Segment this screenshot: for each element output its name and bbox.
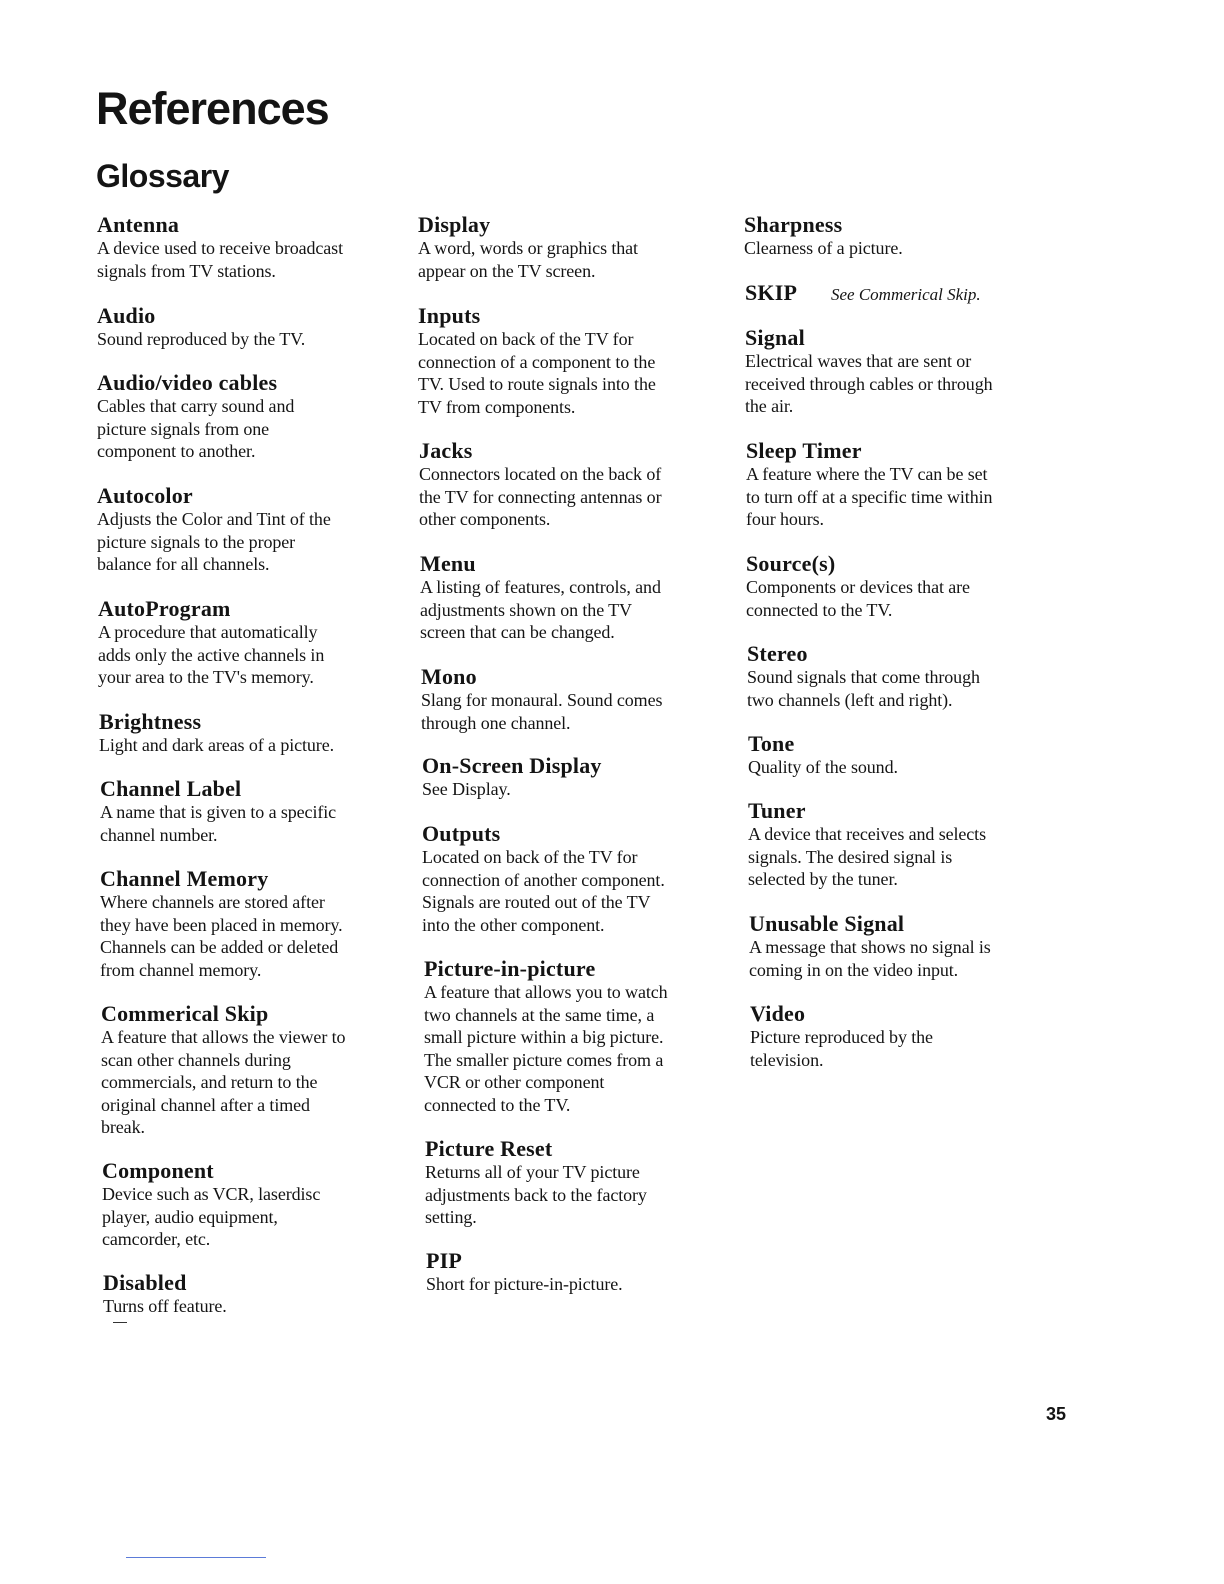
glossary-entry: [101, 1002, 411, 1139]
definition-line: channel number.: [100, 824, 218, 845]
glossary-entry: [424, 957, 734, 1116]
definition-line: balance for all channels.: [97, 554, 270, 574]
definition-line: into the other component.: [422, 914, 605, 935]
definition-line: to turn off at a specific time within: [746, 486, 993, 507]
definition-line: two channels (left and right).: [747, 689, 953, 710]
glossary-entry: [750, 1002, 1060, 1071]
glossary-entry: [100, 777, 410, 846]
glossary-term: AutoProgram: [98, 596, 231, 621]
definition-line: television.: [750, 1049, 824, 1070]
glossary-entry: [98, 597, 408, 689]
definition-line: A message that shows no signal is: [749, 937, 991, 957]
glossary-entry-cross-reference: [745, 281, 981, 305]
definition-line: break.: [101, 1117, 145, 1137]
glossary-entry: [97, 213, 407, 282]
definition-line: screen that can be changed.: [420, 622, 615, 642]
definition-line: Where channels are stored after: [100, 892, 325, 912]
glossary-entry: [422, 822, 732, 936]
definition-line: connected to the TV.: [424, 1094, 571, 1115]
glossary-term: Display: [418, 212, 491, 237]
glossary-entry: [749, 912, 1059, 981]
definition-line: signals. The desired signal is: [748, 846, 953, 867]
definition-line: Components or devices that are: [746, 577, 970, 597]
definition-line: four hours.: [746, 509, 824, 529]
definition-line: Located on back of the TV for: [422, 847, 638, 867]
glossary-entry: [746, 439, 1056, 531]
glossary-term: Channel Label: [100, 776, 242, 801]
definition-line: A feature that allows the viewer to: [101, 1027, 346, 1047]
glossary-term: Sleep Timer: [746, 438, 862, 463]
definition-line: A listing of features, controls, and: [420, 577, 661, 597]
glossary-entry: [748, 799, 1058, 891]
glossary-term: Channel Memory: [100, 866, 269, 891]
definition-line: Short for picture-in-picture.: [426, 1274, 623, 1294]
definition-line: camcorder, etc.: [102, 1229, 211, 1249]
glossary-term: Commerical Skip: [101, 1001, 269, 1026]
glossary-entry: [745, 326, 1055, 418]
definition-line: picture signals from one: [97, 418, 270, 439]
definition-line: Electrical waves that are sent or: [745, 351, 972, 371]
definition-line: The smaller picture comes from a: [424, 1049, 664, 1070]
definition-line: A name that is given to a specific: [100, 802, 337, 822]
definition-line: player, audio equipment,: [102, 1206, 278, 1227]
glossary-term: Tuner: [748, 798, 806, 823]
definition-line: the TV for connecting antennas or: [419, 486, 662, 507]
definition-line: Slang for monaural. Sound comes: [421, 690, 663, 710]
glossary-term: Brightness: [99, 709, 202, 734]
glossary-entry: [419, 439, 729, 531]
definition-line: Returns all of your TV picture: [425, 1162, 640, 1182]
page-number: 35: [1046, 1404, 1067, 1424]
definition-line: A feature where the TV can be set: [746, 464, 988, 484]
glossary-entry: [97, 484, 407, 576]
definition-line: scan other channels during: [101, 1049, 291, 1070]
glossary-entry: [744, 213, 1054, 260]
definition-line: Signals are routed out of the TV: [422, 892, 651, 912]
glossary-entry: [99, 710, 409, 757]
definition-line: picture signals to the proper: [97, 531, 296, 552]
definition-line: commercials, and return to the: [101, 1072, 318, 1092]
definition-line: connection of a component to the: [418, 351, 656, 372]
definition-line: A feature that allows you to watch: [424, 982, 668, 1002]
definition-line: setting.: [425, 1207, 477, 1227]
definition-line: Picture reproduced by the: [750, 1027, 933, 1047]
glossary-term: Antenna: [97, 212, 180, 237]
definition-line: through one channel.: [421, 712, 571, 733]
definition-line: VCR or other component: [424, 1072, 605, 1092]
definition-line: adjustments back to the factory: [425, 1184, 647, 1205]
glossary-term: Picture Reset: [425, 1136, 553, 1161]
glossary-term: Autocolor: [97, 483, 193, 508]
glossary-term: PIP: [426, 1248, 463, 1273]
definition-line: selected by the tuner.: [748, 869, 898, 889]
glossary-term: Component: [102, 1158, 214, 1183]
definition-line: Connectors located on the back of: [419, 464, 662, 484]
definition-line: original channel after a timed: [101, 1094, 310, 1115]
glossary-term: Mono: [421, 664, 477, 689]
definition-line: they have been placed in memory.: [100, 914, 343, 935]
definition-line: Cables that carry sound and: [97, 396, 295, 416]
glossary-term: SKIP: [745, 280, 798, 305]
divider: [126, 1557, 266, 1558]
glossary-entry: [418, 304, 728, 418]
definition-line: Clearness of a picture.: [744, 238, 903, 258]
definition-line: Light and dark areas of a picture.: [99, 735, 334, 755]
definition-line: See Display.: [422, 779, 511, 799]
definition-line: appear on the TV screen.: [418, 260, 596, 281]
glossary-term: Jacks: [419, 438, 473, 463]
definition-line: Device such as VCR, laserdisc: [102, 1184, 321, 1204]
divider: [113, 1322, 127, 1323]
definition-line: connection of another component.: [422, 869, 665, 890]
glossary-entry: [747, 642, 1057, 711]
definition-line: A word, words or graphics that: [418, 238, 638, 258]
glossary-entry: [102, 1159, 412, 1251]
definition-line: signals from TV stations.: [97, 260, 276, 281]
glossary-term: Picture-in-picture: [424, 956, 596, 981]
section-title: Glossary: [96, 158, 229, 194]
definition-line: TV. Used to route signals into the: [418, 374, 656, 394]
see-also-reference: See Commerical Skip.: [831, 285, 981, 304]
definition-line: Channels can be added or deleted: [100, 937, 339, 957]
glossary-term: Unusable Signal: [749, 911, 905, 936]
definition-line: Adjusts the Color and Tint of the: [97, 509, 331, 529]
definition-line: received through cables or through: [745, 373, 993, 394]
glossary-entry: [418, 213, 728, 282]
definition-line: the air.: [745, 396, 794, 416]
glossary-entry: [422, 754, 732, 801]
definition-line: TV from components.: [418, 396, 576, 417]
definition-line: A device used to receive broadcast: [97, 238, 343, 258]
definition-line: small picture within a big picture.: [424, 1027, 664, 1047]
glossary-term: Signal: [745, 325, 805, 350]
page-title: References: [96, 83, 329, 134]
definition-line: from channel memory.: [100, 959, 262, 980]
glossary-term: Tone: [748, 731, 795, 756]
definition-line: A procedure that automatically: [98, 622, 318, 642]
glossary-entry: [103, 1271, 413, 1318]
glossary-entry: [97, 371, 407, 463]
glossary-term: Outputs: [422, 821, 501, 846]
definition-line: component to another.: [97, 441, 256, 461]
glossary-term: Inputs: [418, 303, 481, 328]
glossary-entry: [421, 665, 731, 734]
definition-line: connected to the TV.: [746, 599, 893, 620]
glossary-term: Source(s): [746, 551, 836, 576]
glossary-term: Audio: [97, 303, 156, 328]
definition-line: Located on back of the TV for: [418, 329, 634, 349]
definition-line: adds only the active channels in: [98, 644, 325, 665]
glossary-entry: [746, 552, 1056, 621]
definition-line: Quality of the sound.: [748, 757, 898, 777]
definition-line: Sound reproduced by the TV.: [97, 329, 306, 349]
glossary-entry: [425, 1137, 735, 1229]
glossary-entry: [748, 732, 1058, 779]
definition-line: coming in on the video input.: [749, 959, 959, 980]
definition-line: two channels at the same time, a: [424, 1004, 655, 1025]
glossary-term: Menu: [420, 551, 476, 576]
glossary-term: Sharpness: [744, 212, 843, 237]
glossary-entry: [426, 1249, 736, 1296]
definition-line: other components.: [419, 509, 551, 529]
definition-line: your area to the TV's memory.: [98, 667, 314, 687]
definition-line: adjustments shown on the TV: [420, 599, 632, 620]
glossary-term: On-Screen Display: [422, 753, 602, 778]
glossary-entry: [100, 867, 410, 981]
definition-line: A device that receives and selects: [748, 824, 986, 844]
definition-line: Sound signals that come through: [747, 667, 980, 687]
glossary-term: Stereo: [747, 641, 808, 666]
glossary-term: Video: [750, 1001, 806, 1026]
glossary-entry: [420, 552, 730, 644]
glossary-term: Disabled: [103, 1270, 187, 1295]
glossary-entry: [97, 304, 407, 351]
definition-line: Turns off feature.: [103, 1296, 227, 1316]
glossary-term: Audio/video cables: [97, 370, 278, 395]
